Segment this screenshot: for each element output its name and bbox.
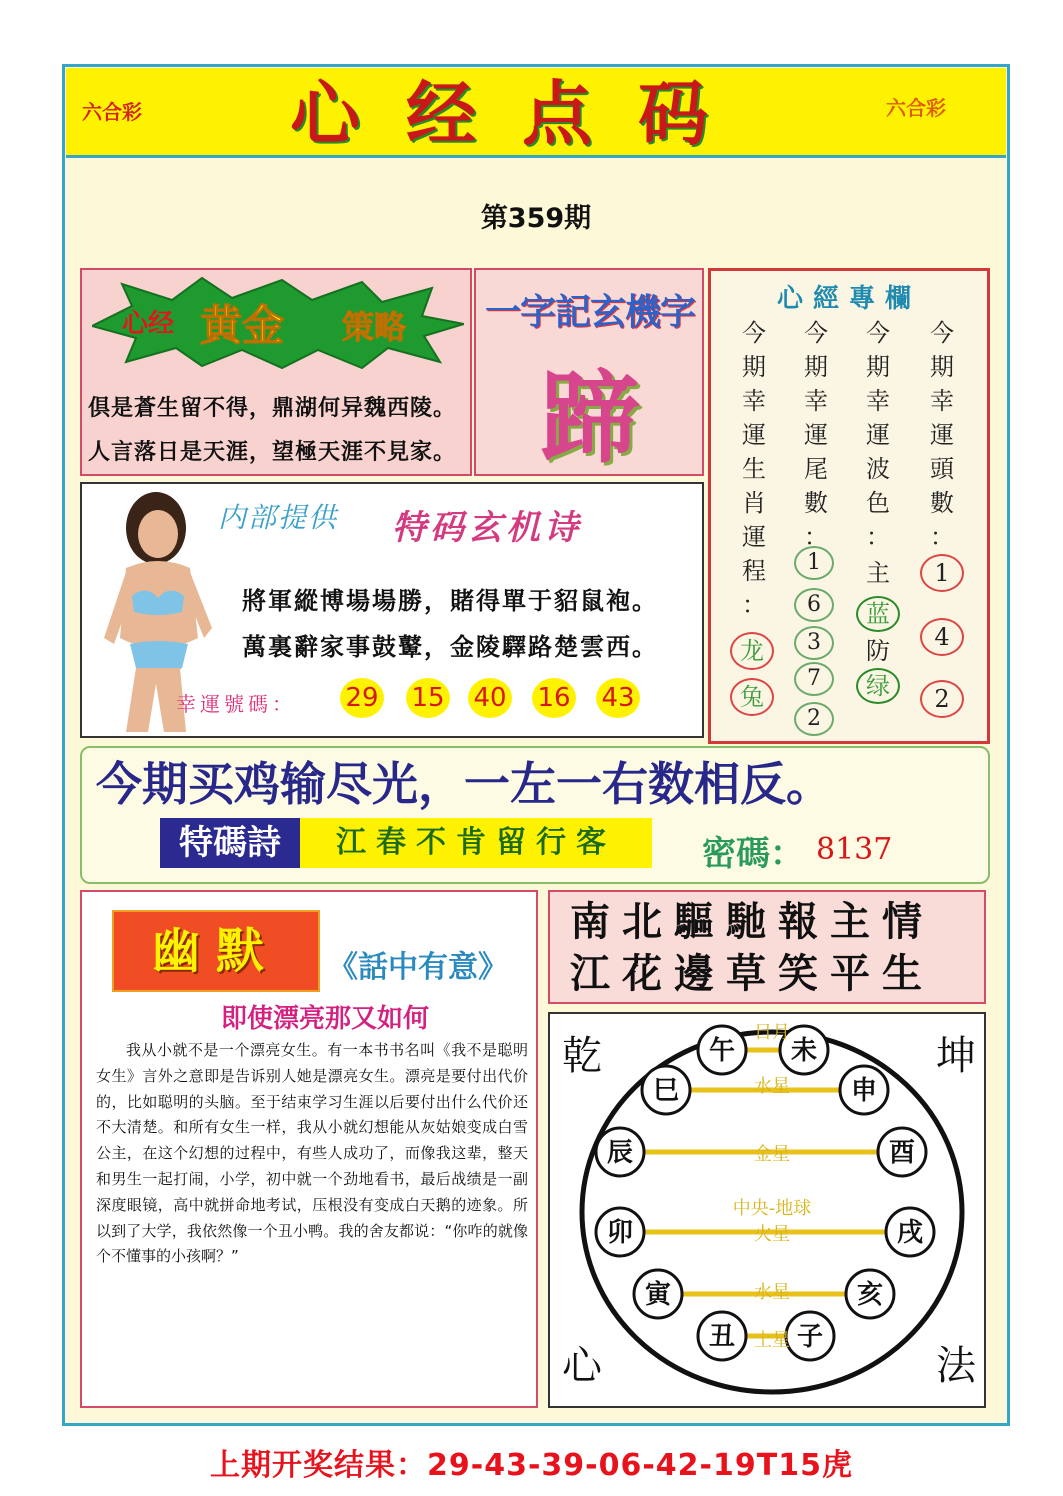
gold-poem [88,386,468,474]
tail-number: 2 [794,702,834,736]
special-poem-line: 將軍縱博場場勝，賭得單于貂鼠袍。 [242,586,658,615]
branch-label: 辰 [606,1138,634,1168]
planet-label: 水星 [754,1076,790,1097]
zodiac-pick: 龙 [730,632,774,670]
head-number: 2 [920,680,964,718]
humor-badge: 幽默 [112,910,320,992]
lucky-number-ball: 43 [596,678,640,718]
zodiac-pick: 兔 [730,678,774,716]
wave-main-label: 主 [866,559,890,587]
humor-body: 我从小就不是一个漂亮女生。有一本书书名叫《我不是聪明女生》言外之意即是告诉别人她是漂亮女生。漂亮是要付出代价的，比如聪明的头脑。至于结束学习生涯以后要付出什么代价还不大清楚。和所有女生一样，我从小就幻想能从灰姑娘变成白雪公主，在这个幻想的过程中，有些人成功了，而像我这辈，整天和男生一起打闹，小学，初中就一个劲地看书，最后战绩是一副深度眼镜，高中就拼命地考试，压根没有变成白天鹅的迹象。所以到了大学，我依然像一个丑小鸭。我的舍友都说：“你咋的就像个不懂事的小孩啊？” [96,1041,528,1266]
branch-label: 亥 [856,1280,884,1310]
humor-title: 即使漂亮那又如何 [220,1004,429,1034]
head-number: 1 [920,554,964,592]
corner-label-xin: 心 [562,1343,602,1389]
column-wave-heading: 今 期 幸 運 波 色 ： [866,319,890,551]
couplet-line: 南北驅馳報主情 [570,898,934,945]
branch-label: 子 [796,1322,824,1352]
planet-label: 火星 [754,1224,790,1245]
wave-main-color: 蓝 [856,596,900,632]
issue-number: 第359期 [480,203,592,234]
poem-heading-right: 特码玄机诗 [392,508,582,548]
couplet-line: 江花邊草笑平生 [570,950,934,997]
special-poem-label: 特碼詩 [160,818,300,868]
badge-word-2: 黄金 [200,301,285,350]
humor-subtitle: 《話中有意》 [328,950,508,985]
branch-label: 卯 [606,1218,634,1248]
gold-poem-line: 人言落日是天涯，望極天涯不見家。 [88,439,457,465]
lucky-number-ball: 29 [340,678,384,718]
branch-label: 酉 [888,1138,916,1168]
badge-word-1: 心经 [122,309,175,339]
lucky-number-ball: 16 [532,678,576,718]
wave-guard-color: 绿 [856,668,900,704]
special-poem-line: 萬裏辭家事鼓鼙，金陵驛路楚雲西。 [242,632,658,661]
column-head-heading: 今 期 幸 運 頭 數 ： [930,319,954,551]
branch-label: 午 [708,1036,736,1066]
couplet [570,896,980,1000]
head-number: 4 [920,618,964,656]
lucky-numbers-label: 幸運號碼： [176,692,296,716]
branch-label: 巳 [652,1076,680,1106]
wave-guard-label: 防 [866,637,890,665]
branch-label: 丑 [708,1322,736,1352]
corner-label-fa: 法 [936,1343,976,1389]
planet-label: 日月 [754,1022,790,1043]
logo-right: 六合彩 [886,96,946,120]
column-zodiac-heading: 今 期 幸 運 生 肖 運 程 ： [742,319,766,619]
corner-label-kun: 坤 [936,1033,976,1079]
badge-word-3: 策略 [342,308,407,346]
one-char-glyph: 蹄 [540,360,640,477]
branch-label: 戌 [896,1218,924,1248]
logo-left: 六合彩 [82,100,142,124]
tail-number: 6 [794,588,834,622]
tail-number: 1 [794,546,834,580]
branch-label: 申 [850,1076,878,1106]
column-tail-heading: 今 期 幸 運 尾 數 ： [804,319,828,551]
lucky-number-ball: 15 [406,678,450,718]
one-char-title: 一字記玄機字 [484,292,695,333]
special-poem-text: 江春不肯留行客 [300,818,652,868]
tail-number: 7 [794,662,834,696]
headline-text: 今期买鸡输尽光，一左一右数相反。 [96,757,832,811]
branch-wheel [574,1020,970,1404]
special-poem [242,578,692,670]
gold-badge [92,276,464,370]
password-value: 8137 [816,832,893,867]
tail-number: 3 [794,626,834,660]
corner-label-qian: 乾 [562,1033,602,1079]
branch-label: 未 [790,1036,818,1066]
page-title: 心经点码 [290,72,754,155]
planet-label: 土星 [754,1330,790,1351]
gold-poem-line: 倶是蒼生留不得，鼎湖何异魏西陵。 [88,395,457,421]
lucky-number-ball: 40 [468,678,512,718]
planet-label: 中央-地球 [732,1198,812,1219]
column-title: 心經專欄 [776,284,921,314]
planet-label: 水星 [754,1282,790,1303]
last-result: 上期开奖结果：29-43-39-06-42-19T15虎 [210,1448,853,1483]
password-label: 密碼： [702,834,804,874]
planet-label: 金星 [754,1144,790,1165]
branch-label: 寅 [644,1280,672,1310]
poem-heading-left: 内部提供 [218,501,339,534]
